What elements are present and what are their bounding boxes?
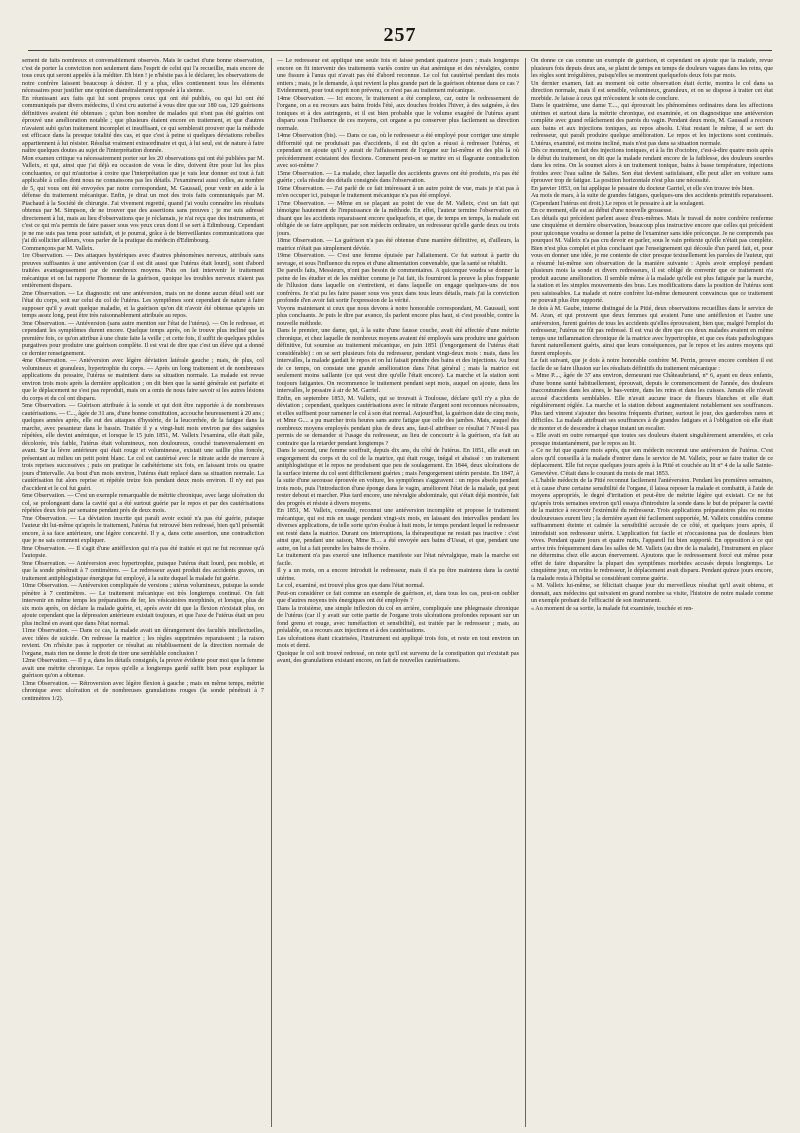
column-divider-1 xyxy=(271,58,272,1127)
page-number: 257 xyxy=(383,24,417,46)
column-divider-2 xyxy=(525,58,526,1127)
header-rule xyxy=(28,50,772,51)
text-column-1: sement de faits nombreux et convenablement observés. Mais le cachet d'une bonne observation, c'est de porter la conviction non seulement dans l'esprit de celui qui l'a recueillie, mais encore de tous ceux qui seront appelés à la méditer. Eh bien ! je n'hésite pas à le déclarer, les observations de notre confrère laissent beaucoup à désirer. Il y a plus, elles contiennent tous les éléments nécessaires pour justifier une opinion diamétralement opposée à la sienne. En réunissant aux faits qui lui sont propres ceux qui ont été publiés, ou qui lui ont été communiqués par divers médecins, il s'est cru autorisé à vous dire que sur 180 cas, 129 guérisons définitives avaient été obtenues ; qu'un bon nombre de malades qui n'ont pas été guéries ont éprouvé une amélioration notable ; que plusieurs étaient encore en traitement, et que d'autres n'avaient subi qu'un traitement incomplet et insuffisant, ce qui semblerait prouver que la méthode est efficace dans la presque totalité des cas, et que c'est à peine si quelques déviations rebelles appartiennent à lui résister. Résultat vraiment extraordinaire et qui, à lui seul, est de nature à faire naître quelques doutes au sujet de l'interprétation donnée. Mon examen critique va nécessairement porter sur les 20 observations qui ont été publiées par M. Valleix, et qui, ainsi que j'ai déjà eu occasion de vous le dire, doivent être pour lui les plus concluantes, ce qui m'autorise à croire que l'interprétation que je vais leur donner est tout à fait applicable à celles dont nous ne connaissons pas les détails. J'examinerai aussi celles, au nombre de 5, qui vous ont été envoyées par notre correspondant, M. Gaussail, pour venir en aide à la défense du traitement mécanique. Enfin, je dirai un mot des trois faits communiqués par M. Piachaud à la Société de chirurgie. J'ai vivement regretté, quand j'ai voulu connaître les résultats obtenus par M. Simpson, de ne trouver que des assertions sans preuves ; je me suis adressé directement à lui, mais au lieu d'observations que je réclamais, je n'ai reçu que des instruments, et c'est ce qui m'a permis de faire passer sous vos yeux ceux dont il se sert à Edimbourg. Cependant je ne me suis pas tenu pour satisfait, et je pourrai, grâce à de bienveillantes communications que j'ai dû solliciter ailleurs, vous parler de la pratique du médecin d'Edimbourg. Commençons par M. Valleix. 1re Observation. — Des attaques hystériques avec d'autres phénomènes nerveux, attribués sans preuves suffisantes à une antéversion (car il est dit aussi que l'utérus était lourd), sont d'abord traitées avantageusement par de nombreux moyens. Puis on fait intervenir le traitement mécanique et on lui rapporte l'honneur de la guérison, quoique les troubles nerveux n'aient pas entièrement disparu. 2me Observation. — Le diagnostic est une antéversion, mais on ne donne aucun détail soit sur l'état du corps, soit sur celui du col de l'utérus. Les symptômes sont cependant de nature à faire supposer qu'il y avait quelque maladie, et la guérison qu'on dit n'avoir été obtenue qu'après un temps assez long, peut être très raisonnablement attribuée au repos. 3me Observation. — Antéversion (sans autre mention sur l'état de l'utérus). — On le redresse, et cependant les symptômes durent encore. Quelque temps après, on le trouve plus incliné que la première fois, ce qu'on attribue à une chute faite la veille ; et cette fois, il suffit de quelques pilules purgatives pour produire une guérison complète. Il est vrai de dire que c'est un élève qui a donné ce dernier renseignement. 4me Observation. — Antéversion avec légère déviation latérale gauche ; mais, de plus, col volumineux et granuleux, hypertrophie du corps. — Après un long traitement et de nombreuses applications du pessaire, l'utérus se maintient dans sa situation normale. La malade est revue environ trois mois après la dernière application ; on dit bien que la santé générale est parfaite et que le déplacement ne s'est pas reproduit, mais on a omis de nous faire savoir si les autres lésions du corps et du col ont disparu. 5me Observation. — Guérison attribuée à la sonde et qui doit être rapportée à de nombreuses cautérisations. — C..., âgée de 31 ans, d'une bonne constitution, accouche heureusement à 20 ans ; quelques années après, elle eut des attaques d'hystérie, de la leucorrhée, de la fatigue dans la marche, avec pesanteur dans le bassin. Traitée il y a vingt-huit mois environ par des saignées répétées, elle devint anémique, et lorsque le 15 juin 1851, M. Valleix l'examina, elle était pâle, décolorée, très faible, l'utérus était volumineux, non douloureux, couché transversalement en avant. Sur la lèvre antérieure qui était rouge et volumineuse, existait une saillie plus foncée, présentant au milieu un petit point blanc. Le col est cautérisé avec le nitrate acide de mercure à trois reprises successives ; puis on pratique le cathétérisme six fois, en laissant trois ou quatre jours d'intervalle. Au bout d'un mois environ, l'utérus était replacé dans sa situation normale. La cautérisation fut alors reprise et répétée treize fois pendant deux mois environ. Il n'y eut pas d'accident et le col fut guéri. 6me Observation. — C'est un exemple remarquable de métrite chronique, avec large ulcération du col, se prolongeant dans la cavité qui a été surtout guérie par le repos et par des cautérisations répétées deux fois par semaine pendant près de deux mois. 7me Observation. — La déviation inscrite qui paraît avoir existé n'a pas été guérie, puisque l'auteur dit lui-même qu'après le traitement, l'utérus fut retrouvé bien redressé, bien qu'il présentât encore, à sa face antérieure, une légère concavité. Il y a, dans cette assertion, une contradiction que je ne sais comment expliquer. 8me Observation. — Il s'agit d'une antéflexion qui n'a pas été traitée et qui ne fut reconnue qu'à l'autopsie. 9me Observation. — Antéversion avec hypertrophie, puisque l'utérus était lourd, peu mobile, et que la sonde pénétrait à 7 centimètres. — Le redresseur ayant produit des accidents graves, un traitement antiphlogistique énergique fut employé, à la suite duquel la malade fut guérie. 10me Observation. — Antéversion compliquée de versions ; utérus volumineux, puisque la sonde pénètre à 7 centimètres. — Le traitement mécanique est très longtemps continué. On fait intervenir en même temps les préparations de fer, les vésicatoires morphinés, et lorsque, plus de six mois après, on déclare la malade guérie, et, après avoir dit que la flexion n'existait plus, on ajoute cependant que la dépression antérieure existait toujours, et que l'axe de l'utérus était un peu plus incliné en avant que dans l'état normal. 11me Observation. — Dans ce cas, la malade avait un dérangement des facultés intellectuelles, avec idées de suicide. On redresse la matrice ; les règles supprimées reparaissent ; la raison revient. On n'hésite pas à rapporter ce résultat au rétablissement de la direction normale de l'organe, mais rien ne donne le droit de tirer une semblable conclusion ! 12me Observation. — Il y a, dans les détails consignés, la preuve évidente pour moi que la femme avait une métrite chronique. Le repos qu'elle a longtemps gardé suffit bien pour expliquer la guérison qu'on a obtenue. 13me Observation. — Rétroversion avec légère flexion à gauche ; mais en même temps, métrite chronique avec ulcération et de nombreuses granulations rouges (la sonde pénétrait à 7 centimètres 1/2). xyxy=(22,58,264,702)
text-column-3: On donne ce cas comme un exemple de guérison, et cependant on ajoute que la malade, revue plusieurs fois depuis deux ans, se plaint de temps en temps de douleurs vagues dans les reins, que les règles sont irrégulières, puisqu'elles se montrent quelquefois deux fois par mois. Un dernier examen, fait au moment où cette observation était écrite, montra le col dans sa direction normale, mais il est sensible, volumineux, granuleux, et on se dispose à traiter cet état morbide. Je laisse à ceux qui m'écoutent le soin de conclure. Dans le quatrième, une dame T...., qui éprouvait les phénomènes ordinaires dans les affections utérines et surtout dans la métrite chronique, est examinée, et on diagnostique une antéversion complète avec grand relâchement des parois du vagin. Pendant deux mois, M. Gaussail a recours aux bains et aux injections toniques, au repos absolu. L'état restant le même, il se sert du redresseur, qui paraît produire quelque amélioration. Le repos et les injections sont continués. L'utérus, examiné, est moins incliné, mais n'est pas dans sa situation normale. Dès ce moment, on fait des injections toniques, et à la fin d'octobre, c'est-à-dire quatre mois après le début du traitement, on dit que la malade rendant encore de la faiblesse, des douleurs sourdes dans les reins. On la soumet alors à un traitement tonique, bains à basse température, injections froides avec l'eau saline de Salies. Son état devient satisfaisant, elle peut aller en voiture sans éprouver trop de fatigue. La position horizontale n'est plus une nécessité. En janvier 1853, on lui applique le pessaire du docteur Garriel, et elle s'en trouve très bien. Au mois de mars, à la suite de grandes fatigues, quelques-uns des accidents primitifs reparaissent. (Cependant l'utérus est droit.) Le repos et le pessaire à air la soulagent. En ce moment, elle est au début d'une nouvelle grossesse. Les détails qui précèdent parlent assez d'eux-mêmes. Mais le travail de notre confrère renferme une cinquième et dernière observation, beaucoup plus instructive encore que celles qui précèdent pour quiconque voudra se donner la peine de l'examiner sans idée préconçue. Je ne comprends pas pourquoi M. Valleix n'a pas cru devoir en parler, sous le vain prétexte qu'elle n'était pas complète. Bien n'est plus complet et plus concluant que l'enseignement qui découle d'un pareil fait, et, pour vous en donner une idée, je me contente de citer presque textuellement les paroles de l'auteur, qui a résumé lui-même son observation de la manière suivante : Après avoir employé pendant plusieurs mois la sonde et divers redresseurs, il est obligé de convenir que ce traitement n'a produit aucune amélioration. Il semble même à la malade qu'elle est plus fatiguée par la marche, la station et les simples mouvements des bras. Les modifications dans la position de l'utérus sont peu saisissables. La malade et notre confrère lui-même demeurent convaincus que ce traitement ne pouvait plus être supporté. Je dois à M. Gaube, interne distingué de la Pitié, deux observations recueillies dans le service de M. Aran, et qui prouvent que deux femmes qui avaient l'une une antéflexion et l'autre une antéversion, furent guéries de tous les accidents qu'elles éprouvaient, bien que, malgré l'emploi du redresseur, l'utérus ne fût pas redressé. Il est vrai de dire que ces deux malades avaient en même temps une inflammation chronique de la matrice avec hypertrophie, et que ces états pathologiques furent naturellement guéris, ainsi que leurs conséquences, par le repos et les autres moyens qui furent employés. Le fait suivant, que je dois à notre honorable confrère M. Perrin, prouve encore combien il est facile de se faire illusion sur les résultats définitifs du traitement mécanique : « Mme P...., âgée de 37 ans environ, demeurant rue Châteaubriand, n° 6, ayant eu deux enfants, d'une bonne santé habituellement, éprouvait, depuis le commencement de l'année, des douleurs inaccoutumées dans les aines, le bas-ventre, dans les reins et dans les cuisses. Jamais elle n'avait accusé d'accidents semblables. Elle n'avait aucune trace de flueurs blanches et elle était régulièrement réglée. La marche et la station debout augmentaient notablement ses souffrances. Plus tard vinrent s'ajouter des besoins fréquents d'uriner, surtout le jour, des garderobes rares et difficiles. La malade attribuait ses souffrances à de grandes fatigues et à l'obligation où elle était de monter et de descendre à chaque instant un escalier. « Elle avait en outre remarqué que toutes ses douleurs étaient singulièrement amendées, et cela presque instantanément, par le repos au lit. « Ce ne fut que quatre mois après, que son médecin reconnut une antéversion de l'utérus. C'est alors qu'il conseilla à la malade d'entrer dans le service de M. Valleix, pour se faire traiter de ce déplacement. Elle fut reçue quelques jours après à la Pitié et couchée au lit n° 4 de la salle Sainte-Geneviève. C'était dans le courant du mois de mai 1853. « L'habile médecin de la Pitié reconnut facilement l'antéversion. Pendant les premières semaines, et à cause d'une certaine sensibilité de l'organe, il laissa reposer la malade et combattit, à l'aide de moyens appropriés, le degré d'irritation et peut-être de métrite légère qui existait. Ce ne fut qu'après trois semaines environ qu'il essaya d'introduire la sonde dans le but de préparer la cavité de la matrice à recevoir l'extrémité du redresseur. Trois applications préparatoires plus ou moins douloureuses eurent lieu ; la dernière ayant été facilement supportée, M. Valleix considéra comme suffisamment éteinte et calmée la sensibilité accusée de ce côté, et quelques jours après, il introduisit son redresseur utérin. L'application fut facile et n'occasionna pas de douleurs bien vives. Pendant quatre jours et quatre nuits, l'appareil fut bien supporté. En opposition à ce qui arrive très fréquemment dans les salles de M. Valleix (au dire de la malade), l'instrument en place ne détermina chez elle aucun énervement. Ajoutons que le redressement forcé eut même pour effet de faire disparaître la plupart des symptômes morbides accusés depuis longtemps. Le cinquième jour, on retira le redresseur, le déplacement avait disparu. Pendant quinze jours encore, la malade resta à l'hôpital se considérant comme guérie. « M. Valleix lui-même, se félicitait chaque jour du merveilleux résultat qu'il avait obtenu, et donnait, aux médecins qui suivaient en grand nombre sa visite, l'histoire de notre malade comme un exemple probant de l'efficacité de son instrument. « Au moment de sa sortie, la malade fut examinée, touchée et ren- xyxy=(531,58,773,612)
text-column-2: — Le redresseur est appliqué une seule fois et laissé pendant quatorze jours ; mais longtemps encore on fit intervenir des traitements variés contre un état anémique et des névralgies, contre une fissure à l'anus qui n'avait pas été d'abord reconnue. Le col fut cautérisé pendant des mois entiers ; mais, je le demande, à qui revient la plus grande part de la guérison obtenue dans ce cas ? Evidemment, pour tout esprit non prévenu, ce n'est pas au traitement mécanique. 14me Observation. — Ici encore, le traitement a été complexe, car, outre le redressement de l'organe, on a eu recours aux bains froids l'été, aux douches froides l'hiver, à des saignées, à des toniques et à des astringents, et il est bien probable que le volume exagéré de l'utérus ayant disparu sous l'influence de ces moyens, cet organe a pu conserver plus facilement sa direction normale. 14me Observation (bis). — Dans ce cas, où le redresseur a été employé pour corriger une simple difformité qui ne produisait pas d'accidents, il est dit qu'on a réussi à redresser l'utérus, et cependant on ajoute qu'il y aurait de l'affaissement de l'organe sur lui-même et des plis là où précédemment existaient des flexions. Comment peut-on se mettre en si flagrante contradiction avec soi-même ? 15me Observation. — La malade, chez laquelle des accidents graves ont été produits, n'a pas été guérie ; cela résulte des détails consignés dans l'observation. 16me Observation. — J'ai parlé de ce fait intéressant à un autre point de vue, mais je n'ai pas à m'en occuper ici, puisque le traitement mécanique n'a pas été employé. 17me Observation. — Même en se plaçant au point de vue de M. Valleix, c'est un fait qui témoigne hautement de l'impuissance de la méthode. En effet, l'auteur termine l'observation en disant que les accidents reparaissent encore quelquefois, et que, de temps en temps, la malade est obligée de se faire appliquer, par son médecin ordinaire, un redresseur qu'elle garde deux ou trois jours. 18me Observation. — La guérison n'a pas été obtenue d'une manière définitive, et, d'ailleurs, la matrice n'était pas simplement déviée. 19me Observation. — C'est une femme épuisée par l'allaitement. Ce fut surtout à partir du sevrage, et sous l'influence du repos et d'une alimentation convenable, que la santé se rétablit. De pareils faits, Messieurs, n'ont pas besoin de commentaires. A quiconque voudra se donner la peine de les étudier et de les méditer comme je l'ai fait, ils fourniront la preuve la plus frappante de l'illusion dans laquelle on s'entretient, et dans laquelle on engage quelques-uns de nos confrères. Je n'ai pu les faire passer sous vos yeux dans tous leurs détails, mais j'ai la conviction profonde d'en avoir fait sortir l'expression de la vérité. Voyons maintenant si ceux que nous devons à notre honorable correspondant, M. Gaussail, sont plus concluants. Je puis le dire par avance, ils parlent encore plus haut, si c'est possible, contre la nouvelle méthode. Dans le premier, une dame, qui, à la suite d'une fausse couche, avait été affectée d'une métrite chronique, et chez laquelle de nombreux moyens avaient été employés sans produire une guérison définitive, fut soumise au traitement mécanique, en juin 1851 (l'engorgement de l'utérus était considérable) : on se sert plusieurs fois du redresseur, pendant vingt-deux mois : mais, dans les intervalles, la malade gardait le repos et on lui faisait prendre des bains et des injections. Au bout de ce temps, on constate une grande amélioration dans l'état général ; mais la matrice est seulement moins saillante (ce qui veut dire qu'elle l'était encore). La marche et la station sont toujours fatigantes. On recommence le traitement pendant sept mois, auquel on ajoute, dans les intervalles, le pessaire à air de M. Garriel. Enfin, en septembre 1853, M. Valleix, qui se trouvait à Toulouse, déclare qu'il n'y a plus de déviation ; cependant, quelques cautérisations avec le nitrate d'argent sont reconnues nécessaires, et elles suffisent pour ramener le col à son état normal. Aujourd'hui, la guérison date de cinq mois, et Mme G.... a pu marcher trois heures sans autre fatigue que celle des jambes. Mais, auquel des nombreux moyens employés pendant plus de deux ans, faut-il attribuer ce résultat ? N'est-il pas permis de se demander si l'usage du redresseur, au lieu de concourir à la guérison, n'a fait au contraire que la retarder pendant longtemps ? Dans le second, une femme souffrait, depuis dix ans, du côté de l'utérus. En 1851, elle avait un engorgement du corps et du col de la matrice, qui était rouge, inégal et abaissé : un traitement antiphlogistique et le repos ne produisent que peu de soulagement. En 1844, deux ulcérations de la surface interne du col sont difficilement guéries ; mais l'engorgement utérin persiste. En 1847, à la suite d'une secousse éprouvée en voiture, les symptômes s'aggravent : un repos absolu pendant trois mois, puis l'introduction d'une éponge dans le vagin, améliorent l'état de la malade, qui peut rester debout et marcher. Plus tard encore, une névralgie abdominale, qui s'était déjà montrée, fait des progrès et résiste à divers moyens. En 1851, M. Valleix, consulté, reconnut une antéversion incomplète et propose le traitement mécanique, qui est mis en usage pendant vingt-six mois, en laissant des intervalles pendant les diverses applications, de telle sorte qu'on évalue à huit mois, le temps pendant lequel le redresseur est resté dans la matrice. Durant ces interruptions, la thérapeutique ne restait pas inactive : c'est ainsi que, pendant une saison, Mme B.... a été envoyée aux bains d'Ussat, et que, pendant une autre, on lui a fait prendre les bains de rivière. Le traitement n'a pas exercé une influence manifeste sur l'état névralgique, mais la marche est facile. Il y a un mois, on a encore introduit le redresseur, mais il n'a pu être maintenu dans la cavité utérine. Le col, examiné, est trouvé plus gros que dans l'état normal. Peut-on considérer ce fait comme un exemple de guérison, et, dans tous les cas, peut-on oublier que d'autres moyens très énergiques ont été employés ? Dans la troisième, une simple inflexion du col en arrière, compliquée une phlegmasie chronique de l'utérus (car il y avait sur cette partie de l'organe trois ulcérations profondes reposant sur un fond grenu et rouge, avec tuméfaction et sensibilité), est traitée par le redresseur ; mais, au préalable, on a recours aux injections et à des cautérisations. Les ulcérations étant cicatrisées, l'instrument est appliqué trois fois, et reste en tout environ un mois et demi. Quoique le col soit trouvé redressé, on note qu'il est survenu de la constipation qui n'existait pas avant, des granulations existant encore, on fait de nouvelles cautérisations. xyxy=(277,58,519,664)
